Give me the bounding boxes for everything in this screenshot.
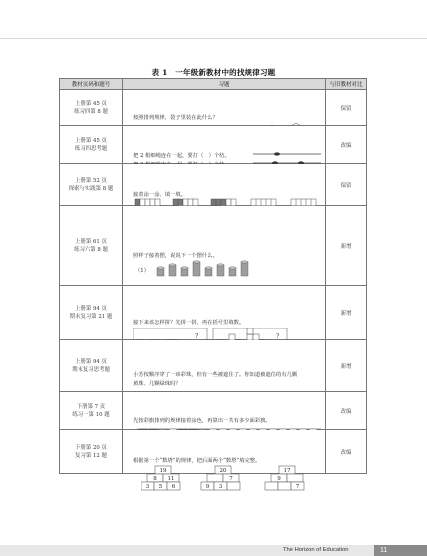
- exercise-text: 黄珠、几颗绿珠吗？: [133, 380, 181, 387]
- source-cell: 上册第 94 页 期末复习思考题: [60, 340, 123, 392]
- number-towers: [141, 465, 321, 493]
- tower-cell: 9: [277, 475, 281, 482]
- exercise-text: 小芳按顺序穿了一串彩珠，但有一些被遮住了。你知道被遮住的有几颗: [133, 371, 298, 378]
- compare-cell: 保留: [326, 90, 367, 126]
- sub-label: （1）: [135, 267, 149, 274]
- tower-cell: 3: [145, 483, 150, 490]
- tower-cell: 20: [219, 467, 227, 474]
- footer-bar: [0, 545, 427, 556]
- tower-cell: 11: [167, 475, 175, 482]
- exercise-cell: [123, 286, 326, 340]
- source-cell: 上册第 45 页 练习四第 8 题: [60, 90, 123, 126]
- tower-cell: 7: [295, 483, 300, 490]
- compare-cell: 新增: [326, 286, 367, 340]
- compare-cell: 新增: [326, 206, 367, 286]
- source-cell: 上册第 45 页 练习四思考题: [60, 126, 123, 164]
- table-row: [60, 340, 367, 392]
- svg-text:?: ?: [195, 332, 199, 340]
- source-cell: 下册第 7 页 练习一第 10 题: [60, 392, 123, 430]
- table-row: [60, 206, 367, 286]
- exercise-text: 根据第一个“数塔”的规律，把后面两个“数塔”填完整。: [133, 457, 261, 464]
- table-row: [60, 430, 367, 474]
- source-cell: 上册第 52 页 探索与实践第 8 题: [60, 164, 123, 206]
- table-row: [60, 90, 367, 126]
- exercise-text: 把 2 根细绳连在一起，要打（ ）个结。: [133, 152, 230, 159]
- exercise-cell: [123, 340, 326, 392]
- table-row: [60, 286, 367, 340]
- compare-cell: 改编: [326, 126, 367, 164]
- tower-cell: 6: [171, 483, 176, 490]
- exercise-cell: [123, 392, 326, 430]
- exercise-cell: [123, 206, 326, 286]
- tower-cell: 9: [205, 483, 210, 490]
- header-exercise: 习题: [123, 79, 326, 90]
- exercise-cell: [123, 430, 326, 490]
- svg-text:?: ?: [276, 332, 280, 340]
- table-header-row: [60, 79, 367, 90]
- source-cell: 上册第 94 页 期末复习第 21 题: [60, 286, 123, 340]
- exercise-text: 先按彩旗排列的规律接着涂色，再算出一共有多少面彩旗。: [133, 417, 271, 424]
- exercise-text: 接下来该怎样拼？先拼一拼，再在括号里填数。: [133, 319, 245, 326]
- compare-cell: 改编: [326, 430, 367, 474]
- exercise-text: 接着涂一涂、填一填。: [133, 191, 186, 198]
- header-source: 教材页码和题号: [60, 79, 123, 90]
- header-compare: 与旧教材对比: [326, 79, 367, 90]
- tower-cell: 5: [158, 483, 163, 490]
- journal-name: The Horizon of Education: [283, 547, 349, 553]
- compare-cell: 保留: [326, 164, 367, 206]
- table-row: [60, 392, 367, 430]
- tower-cell: 17: [283, 467, 291, 474]
- exercise-cell: [123, 164, 326, 206]
- exercise-cell: [123, 126, 326, 164]
- tower-cell: 7: [229, 475, 233, 482]
- top-rule: [0, 38, 427, 39]
- compare-cell: 新增: [326, 340, 367, 392]
- exercise-text: 照样子接着摆，说说下一个摆什么。: [133, 252, 218, 259]
- patterns-table: [59, 78, 367, 490]
- compare-cell: 改编: [326, 392, 367, 430]
- table-row: [60, 164, 367, 206]
- exercise-text: 按照排列规律，袋子里装在此什么？: [133, 114, 218, 121]
- tower-cell: 8: [153, 475, 157, 482]
- table-row: [60, 126, 367, 164]
- table-caption: 表 1 一年级新教材中的找规律习题: [151, 68, 276, 77]
- tower-cell: 3: [218, 483, 223, 490]
- tower-cell: 19: [159, 467, 167, 474]
- page-number: 11: [380, 547, 388, 554]
- exercise-cell: [123, 90, 326, 126]
- source-cell: 上册第 61 页 练习六第 8 题: [60, 206, 123, 286]
- source-cell: 下册第 20 页 复习第 12 题: [60, 430, 123, 474]
